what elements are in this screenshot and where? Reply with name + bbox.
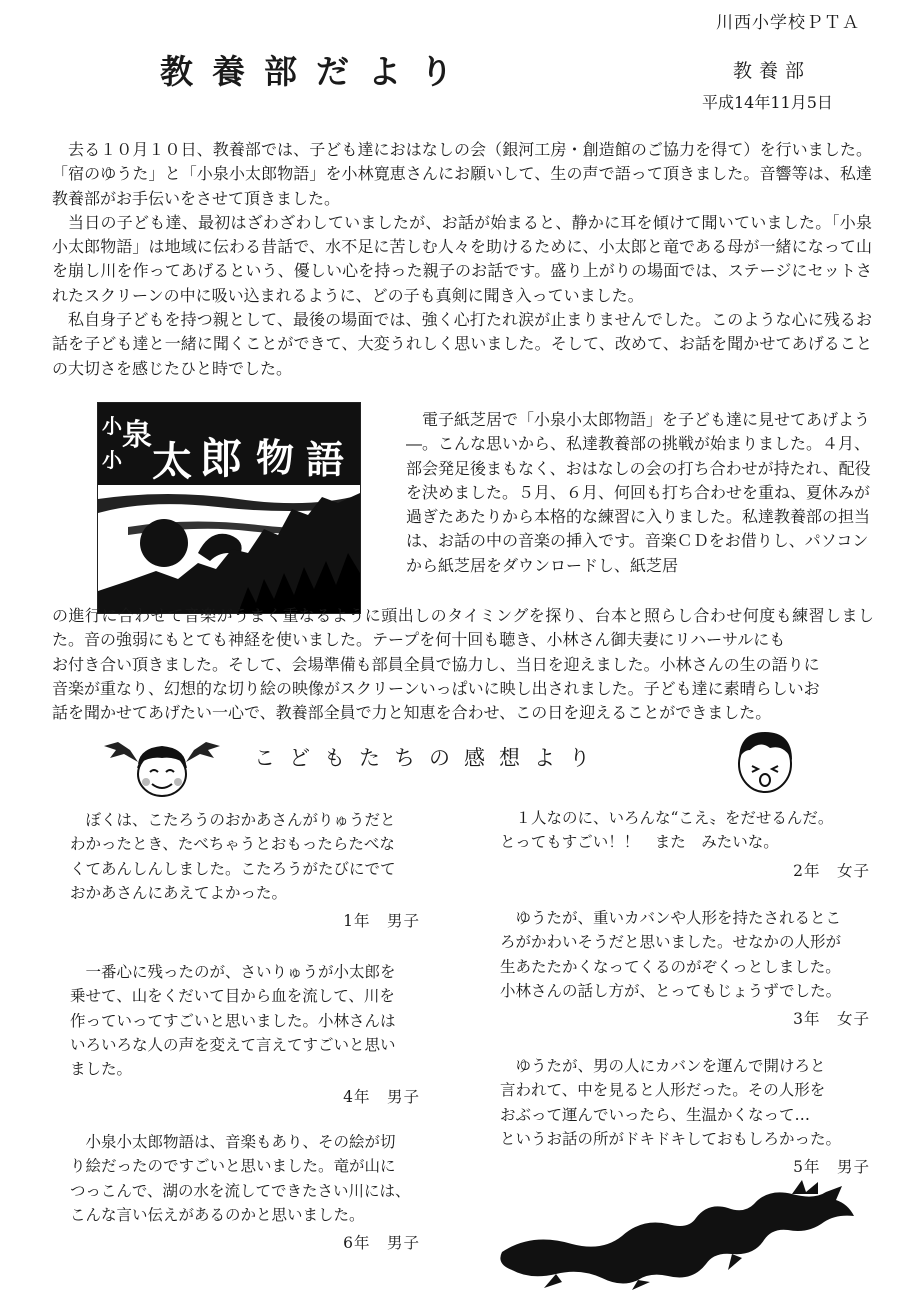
body-text-beside-image: 電子紙芝居で「小泉小太郎物語」を子ども達に見せてあげよう―。こんな思いから、私達教養部の挑戦が始まりました。４月、部会発足後まもなく、おはなしの会の打ち合わせが持たれ、配役を決めました。５月、６月、何回も打ち合わせを重ね、夏休みが過ぎたあたりから本格的な練習に入りました。私達教養部の担当は、お話の中の音楽の挿入です。音楽ＣＤをお借りし、パソコンから紙芝居をダウンロードし、紙芝居 bbox=[406, 410, 871, 575]
intro-paragraph: 私自身子どもを持つ親として、最後の場面では、強く心打たれ涙が止まりませんでした。このような心に残るお話を子ども達と一緒に聞くことができて、大変うれしく思いました。そして、改めて、お話を聞かせてあげることの大切さを感じたひと時でした。 bbox=[52, 310, 872, 378]
artwork-char: 泉 bbox=[122, 418, 152, 453]
artwork-char: 小 bbox=[102, 448, 122, 472]
impression-line: いろいろな人の声を変えて言えてすごいと思い bbox=[70, 1035, 396, 1054]
boy-face-illustration bbox=[730, 722, 800, 797]
artwork-char: 小 bbox=[102, 414, 122, 438]
impression-line: ゆうたが、男の人にカバンを運んで開けろと bbox=[515, 1057, 826, 1075]
impression-author: 1年 男子 bbox=[343, 912, 420, 931]
impression-author: 5年 男子 bbox=[793, 1158, 870, 1177]
impressions-heading: こどもたちの感想より bbox=[254, 746, 604, 770]
body-line: の進行に合わせて音楽がうまく重なるように頭出しのタイミングを探り、台本と照らし合わせ何度も練習しました。音の強弱にもとても神経を使いました。テープを何十回も聴き、小林さん御夫妻にリハーサルにも bbox=[52, 606, 874, 650]
artwork-char: 太 bbox=[152, 438, 192, 485]
impression-author: 4年 男子 bbox=[343, 1088, 420, 1107]
impression-line: ぼくは、こたろうのおかあさんがりゅうだと bbox=[85, 811, 396, 829]
impression-entry bbox=[70, 808, 420, 933]
papercut-title-artwork bbox=[97, 402, 361, 614]
impression-line: 小林さんの話し方が、とってもじょうずでした。 bbox=[500, 981, 842, 1000]
newsletter-title: 教養部だより bbox=[160, 52, 472, 91]
artwork-char: 郎 bbox=[200, 434, 243, 483]
impression-line: 乗せて、山をくだいて目から血を流して、川を bbox=[70, 987, 395, 1006]
impression-line: とってもすごい！！ また みたいな。 bbox=[500, 833, 779, 852]
impression-line: 生あたたかくなってくるのがぞくっとしました。 bbox=[500, 957, 841, 976]
girl-face-icon bbox=[100, 728, 225, 800]
impression-entry bbox=[500, 806, 870, 883]
department-name: 教養部 bbox=[733, 60, 812, 82]
impression-line: ました。 bbox=[70, 1060, 133, 1079]
papercut-illustration bbox=[98, 403, 360, 613]
impression-line: 作っていってすごいと思いました。小林さんは bbox=[70, 1011, 396, 1030]
impression-line: 一番心に残ったのが、さいりゅうが小太郎を bbox=[85, 963, 396, 981]
impression-line: おぶって運んでいったら、生温かくなって… bbox=[500, 1105, 811, 1124]
impression-line: ろがかわいそうだと思いました。せなかの人形が bbox=[500, 933, 842, 952]
impression-author: 6年 男子 bbox=[343, 1234, 420, 1253]
impression-line: 小泉小太郎物語は、音楽もあり、その絵が切 bbox=[85, 1133, 396, 1151]
impression-line: わかったとき、たべちゃうとおもったらたべな bbox=[70, 835, 395, 854]
impression-line: おかあさんにあえてよかった。 bbox=[70, 883, 288, 902]
intro-section bbox=[52, 138, 872, 381]
school-pta-name: 川西小学校ＰＴＡ bbox=[716, 13, 860, 33]
dragon-icon bbox=[492, 1178, 858, 1290]
impression-entry bbox=[70, 960, 420, 1110]
impression-line: ゆうたが、重いカバンや人形を持たされるとこ bbox=[515, 909, 842, 927]
artwork-char: 物 bbox=[256, 435, 295, 480]
impression-line: というお話の所がドキドキしておもしろかった。 bbox=[500, 1129, 842, 1148]
body-line: 音楽が重なり、幻想的な切り絵の映像がスクリーンいっぱいに映し出されました。子ども達に素晴らしいお bbox=[52, 678, 820, 698]
boy-face-icon bbox=[730, 722, 800, 797]
body-text-full-width bbox=[52, 604, 874, 725]
girl-face-illustration bbox=[100, 728, 225, 800]
impression-line: くてあんしんしました。こたろうがたびにでて bbox=[70, 859, 396, 878]
dragon-silhouette bbox=[492, 1178, 858, 1290]
intro-paragraph: 当日の子ども達、最初はざわざわしていましたが、お話が始まると、静かに耳を傾けて聞いていました。「小泉小太郎物語」は地域に伝わる昔話で、水不足に苦しむ人々を助けるために、小太郎と竜である母が一緒になって山を崩し川を作ってあげるという、優しい心を持った親子のお話です。盛り上がりの場面では、ステージにセットされたスクリーンの中に吸い込まれるように、どの子も真剣に聞き入っていました。 bbox=[52, 212, 872, 305]
impression-entry bbox=[500, 906, 870, 1031]
impression-line: １人なのに、いろんな“こえ〟をだせるんだ。 bbox=[515, 809, 834, 827]
impression-entry bbox=[70, 1130, 420, 1255]
artwork-char: 語 bbox=[306, 437, 345, 482]
issue-date: 平成14年11月5日 bbox=[702, 93, 833, 112]
impression-line: 言われて、中を見ると人形だった。その人形を bbox=[500, 1081, 826, 1100]
body-line: お付き合い頂きました。そして、会場準備も部員全員で協力し、当日を迎えました。小林さんの生の語りに bbox=[52, 654, 820, 674]
body-line: 話を聞かせてあげたい一心で、教養部全員で力と知恵を合わせ、この日を迎えることができました。 bbox=[52, 703, 772, 723]
impression-author: 2年 女子 bbox=[793, 861, 870, 880]
impression-line: こんな言い伝えがあるのかと思いました。 bbox=[70, 1205, 365, 1224]
impression-line: り絵だったのですごいと思いました。竜が山に bbox=[70, 1157, 396, 1176]
impression-author: 3年 女子 bbox=[793, 1010, 870, 1029]
intro-paragraph: 去る１０月１０日、教養部では、子ども達におはなしの会（銀河工房・創造館のご協力を得て）を行いました。「宿のゆうた」と「小泉小太郎物語」を小林寛恵さんにお願いして、生の声で語って頂きました。音響等は、私達教養部がお手伝いをさせて頂きました。 bbox=[52, 140, 872, 208]
impression-entry bbox=[500, 1054, 870, 1179]
impression-line: つっこんで、湖の水を流してできたさい川には、 bbox=[70, 1181, 411, 1200]
